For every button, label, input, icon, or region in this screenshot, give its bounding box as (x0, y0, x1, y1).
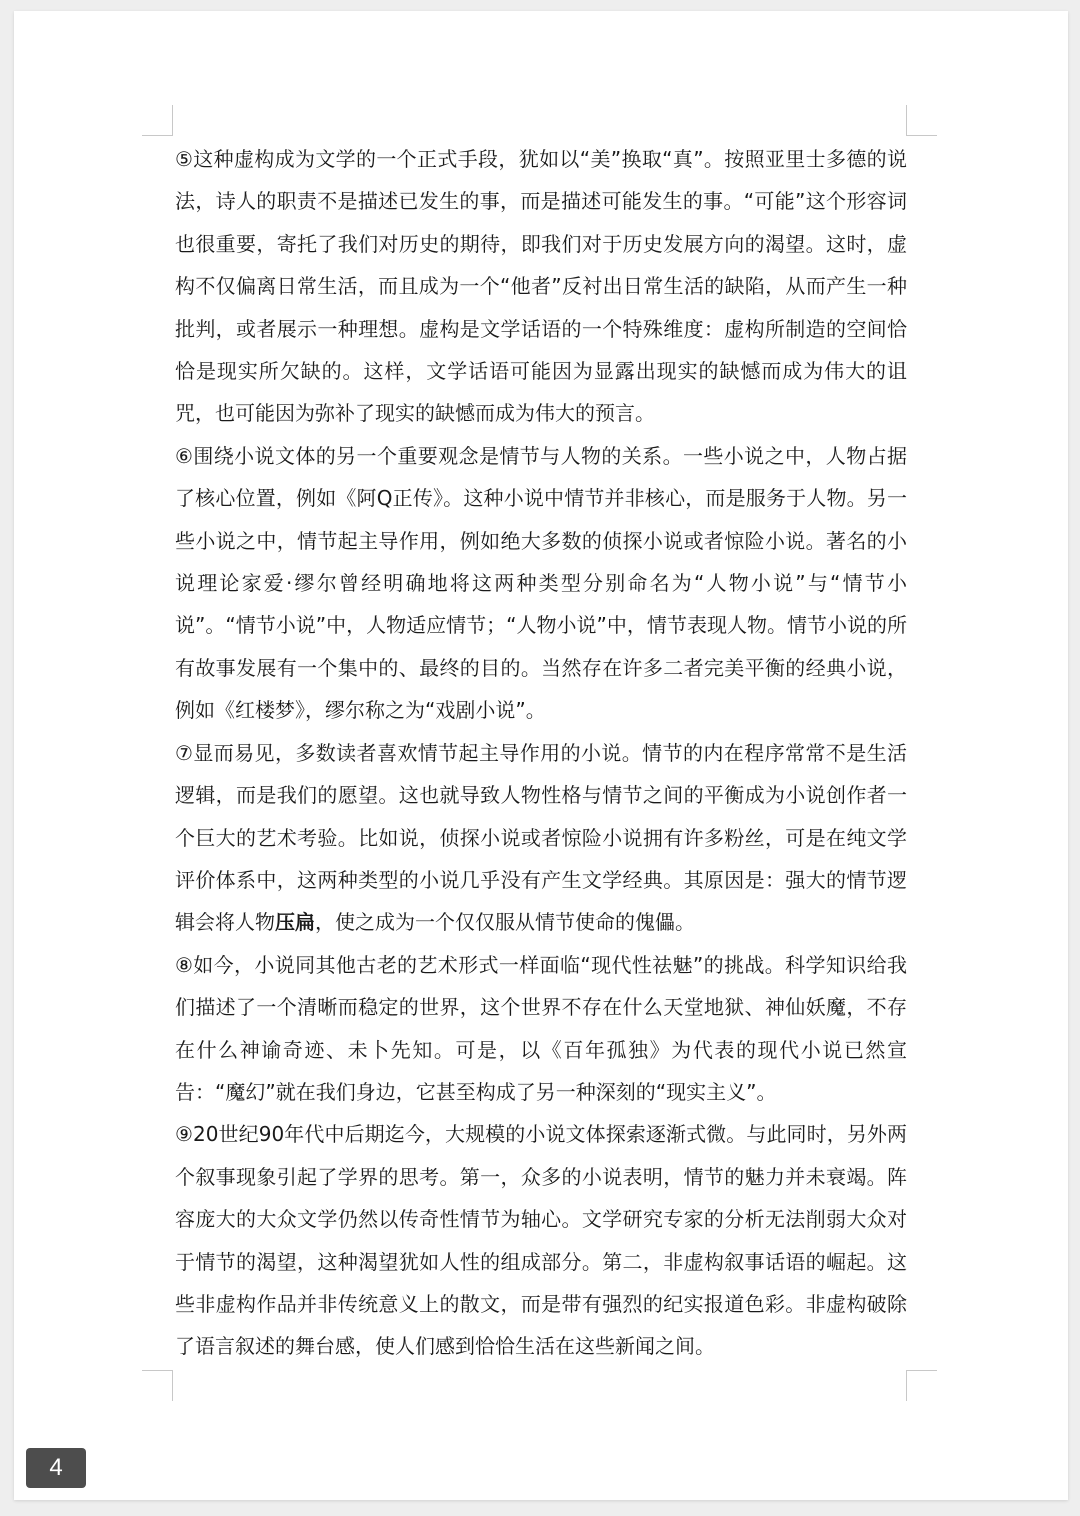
paragraph-5: ⑤这种虚构成为文学的一个正式手段，犹如以“美”换取“真”。按照亚里士多德的说法，诗人的职责不是描述已发生的事，而是描述可能发生的事。“可能”这个形容词也很重要，寄托了我们对历史的期待，即我们对于历史发展方向的渴望。这时，虚构不仅偏离日常生活，而且成为一个“他者”反衬出日常生活的缺陷，从而产生一种批判，或者展示一种理想。虚构是文学话语的一个特殊维度：虚构所制造的空间恰恰是现实所欠缺的。这样，文学话语可能因为显露出现实的缺憾而成为伟大的诅咒，也可能因为弥补了现实的缺憾而成为伟大的预言。 (175, 147, 907, 426)
paragraph-7-tail: ，使之成为一个仅仅服从情节使命的傀儡。 (315, 910, 695, 935)
paragraph-7 (175, 732, 907, 944)
crop-mark-top-right (906, 105, 937, 136)
crop-mark-top-left (142, 105, 173, 136)
crop-mark-bottom-left (142, 1370, 173, 1401)
paragraph-8: ⑧如今，小说同其他古老的艺术形式一样面临“现代性祛魅”的挑战。科学知识给我们描述了一个清晰而稳定的世界，这个世界不存在什么天堂地狱、神仙妖魔，不存在什么神谕奇迹、未卜先知。可是，以《百年孤独》为代表的现代小说已然宣告：“魔幻”就在我们身边，它甚至构成了另一种深刻的“现实主义”。 (175, 952, 907, 1104)
crop-mark-bottom-right (906, 1370, 937, 1401)
page-number-badge: 4 (26, 1448, 86, 1488)
paragraph-9: ⑨20世纪90年代中后期迄今，大规模的小说文体探索逐渐式微。与此同时，另外两个叙事现象引起了学界的思考。第一，众多的小说表明，情节的魅力并未衰竭。阵容庞大的大众文学仍然以传奇性情节为轴心。文学研究专家的分析无法削弱大众对于情节的渴望，这种渴望犹如人性的组成部分。第二，非虚构叙事话语的崛起。这些非虚构作品并非传统意义上的散文，而是带有强烈的纪实报道色彩。非虚构破除了语言叙述的舞台感，使人们感到恰恰生活在这些新闻之间。 (175, 1122, 907, 1359)
paragraph-7-text: ⑦显而易见，多数读者喜欢情节起主导作用的小说。情节的内在程序常常不是生活逻辑，而是我们的愿望。这也就导致人物性格与情节之间的平衡成为小说创作者一个巨大的艺术考验。比如说，侦探小说或者惊险小说拥有许多粉丝，可是在纯文学评价体系中，这两种类型的小说几乎没有产生文学经典。其原因是：强大的情节逻辑会将人物 (175, 740, 907, 935)
paragraph-6: ⑥围绕小说文体的另一个重要观念是情节与人物的关系。一些小说之中，人物占据了核心位置，例如《阿Q正传》。这种小说中情节并非核心，而是服务于人物。另一些小说之中，情节起主导作用，例如绝大多数的侦探小说或者惊险小说。著名的小说理论家爱·缪尔曾经明确地将这两种类型分别命名为“人物小说”与“情节小说”。“情节小说”中，人物适应情节；“人物小说”中，情节表现人物。情节小说的所有故事发展有一个集中的、最终的目的。当然存在许多二者完美平衡的经典小说，例如《红楼梦》，缪尔称之为“戏剧小说”。 (175, 443, 907, 723)
document-body (175, 138, 907, 1368)
bold-term: 压扁 (275, 910, 315, 935)
